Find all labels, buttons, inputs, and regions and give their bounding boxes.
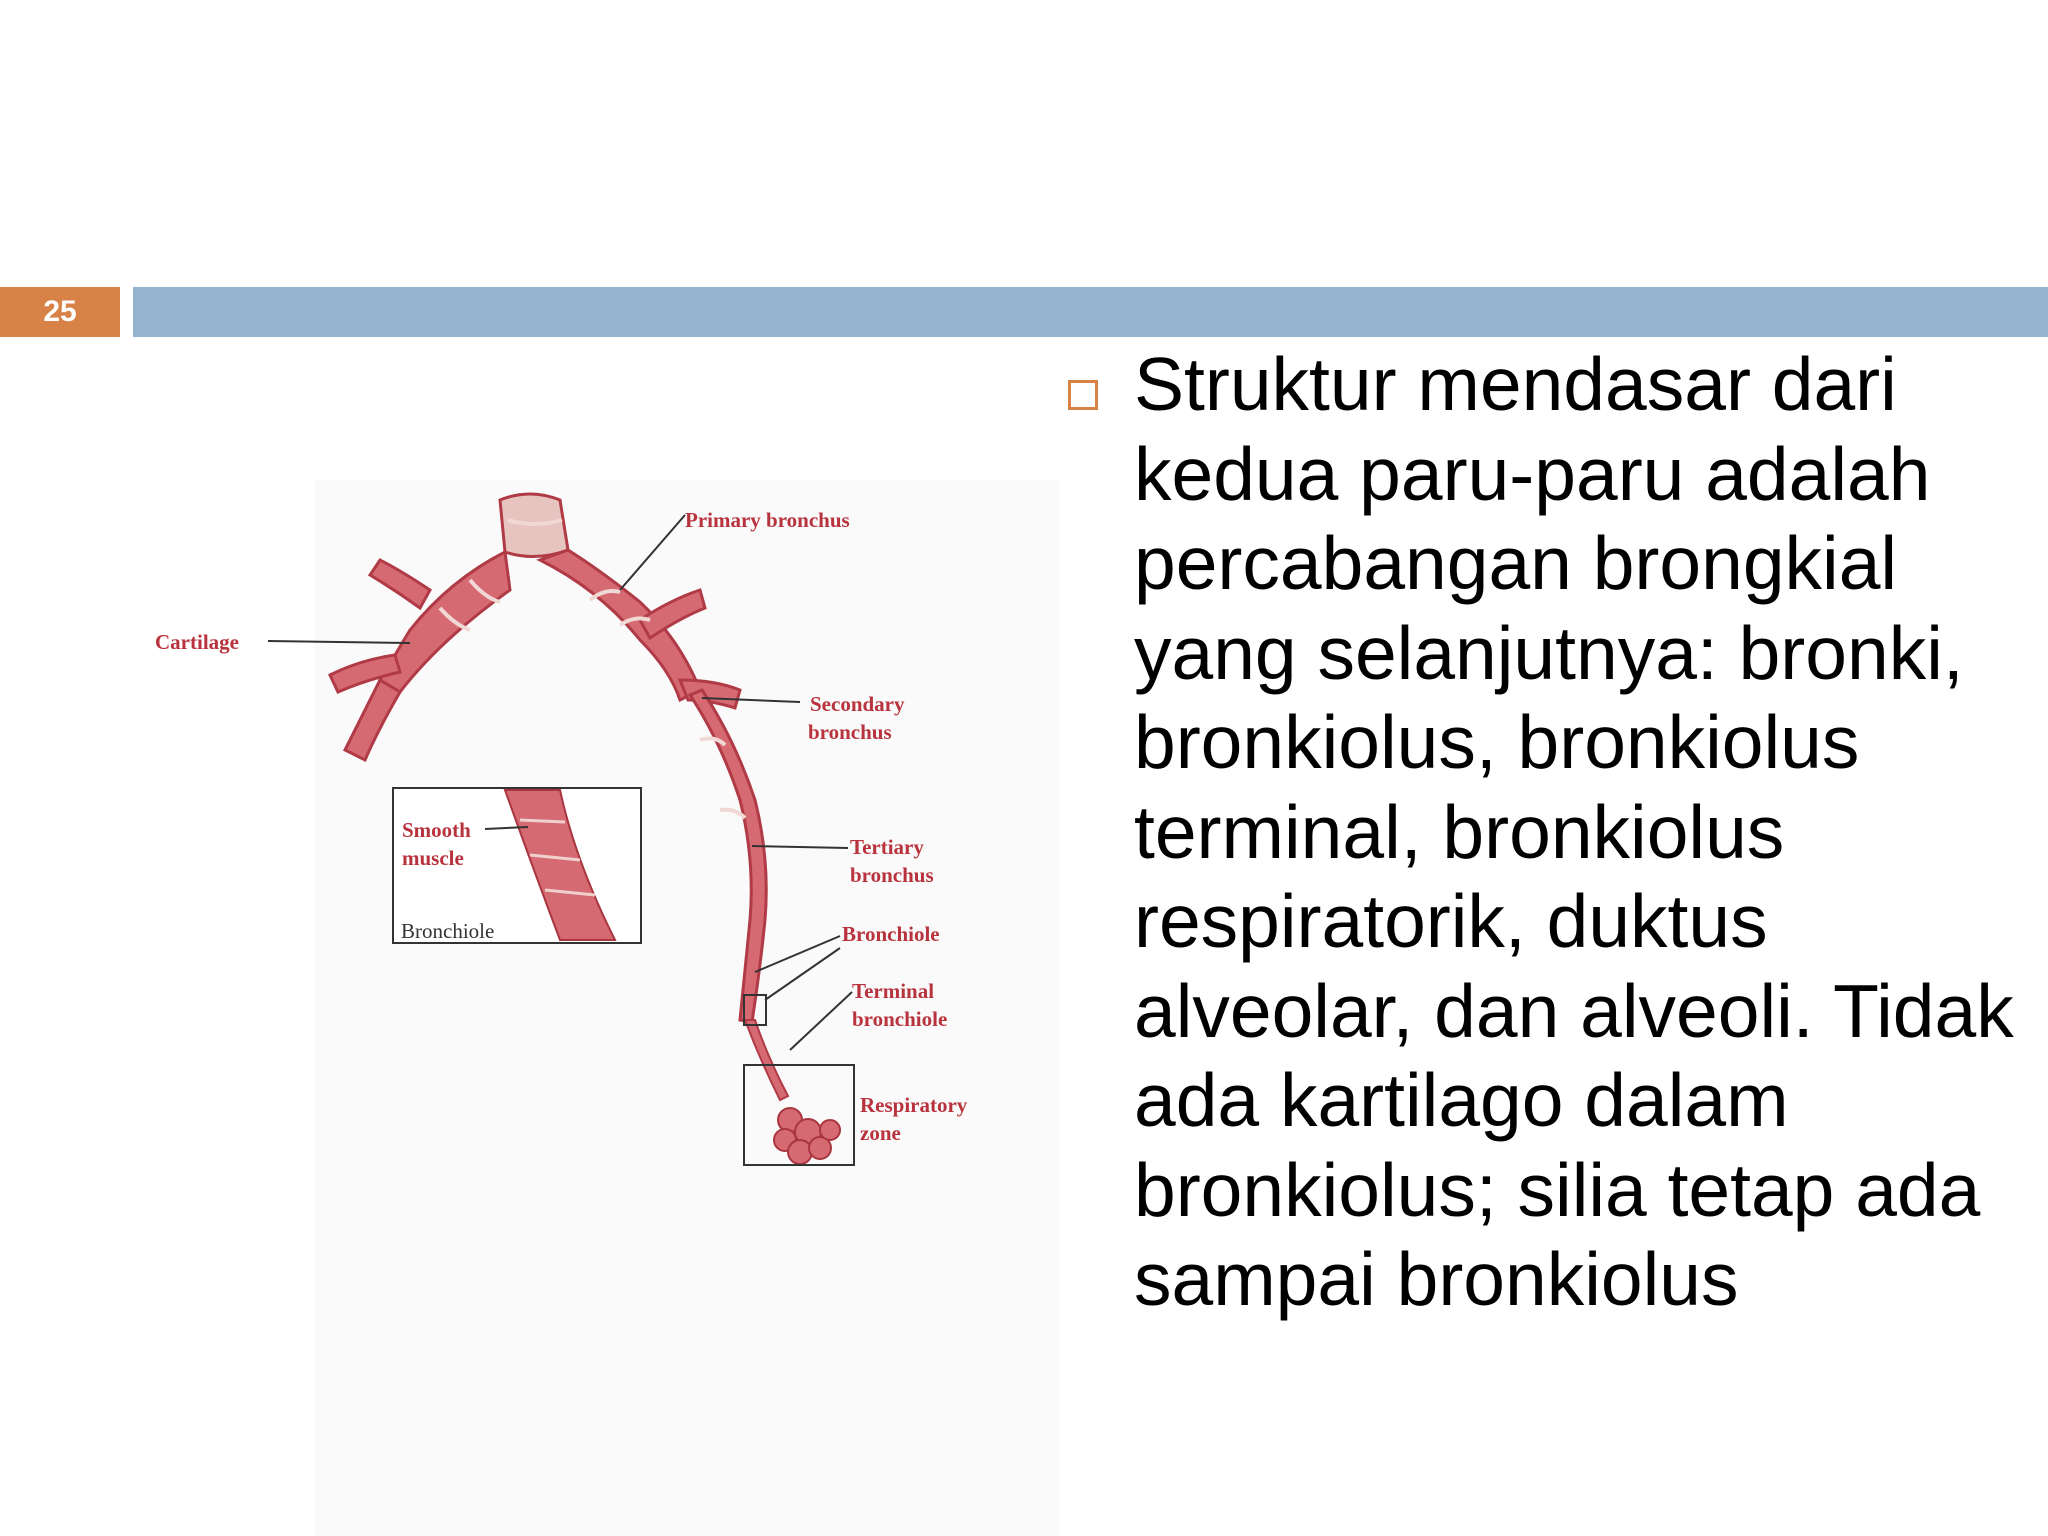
left-branch-upper <box>370 560 430 608</box>
leader-lines <box>268 515 852 1050</box>
label-bronchiole-inset: Bronchiole <box>401 919 495 943</box>
left-branch-low <box>345 680 400 760</box>
label-tertiary-bronchus-1: Tertiary <box>850 835 924 859</box>
label-respiratory-zone-2: zone <box>860 1121 901 1145</box>
right-branch-upper <box>640 590 705 638</box>
label-secondary-bronchus-1: Secondary <box>810 692 905 716</box>
label-respiratory-zone-1: Respiratory <box>860 1093 968 1117</box>
label-terminal-bronchiole-2: bronchiole <box>852 1007 948 1031</box>
label-primary-bronchus: Primary bronchus <box>685 508 850 532</box>
bronchial-tree-figure <box>0 340 1060 1536</box>
label-cartilage: Cartilage <box>155 630 239 654</box>
bronchial-tree-diagram <box>0 340 1060 1536</box>
label-bronchiole: Bronchiole <box>842 922 940 946</box>
label-tertiary-bronchus-2: bronchus <box>850 863 934 887</box>
title-bar <box>133 287 2048 337</box>
label-smooth-muscle-1: Smooth <box>402 818 471 842</box>
label-secondary-bronchus-2: bronchus <box>808 720 892 744</box>
terminal-airway <box>745 1020 788 1100</box>
alveoli-cluster <box>774 1108 840 1164</box>
label-smooth-muscle-2: muscle <box>402 846 464 870</box>
label-terminal-bronchiole-1: Terminal <box>852 979 935 1003</box>
bullet-text: Struktur mendasar dari kedua paru-paru adalah percabangan brongkial yang selanjutnya: bronki, bronkiolus, bronkiolus terminal, bronkiolus respiratorik, duktus alveolar, dan alveoli. Tidak ada kartilago dalam bronkiolus; silia tetap ada sampai bronkiolus <box>1134 342 2014 1321</box>
slide-number: 25 <box>0 287 120 337</box>
bullet-marker <box>1068 380 1098 410</box>
